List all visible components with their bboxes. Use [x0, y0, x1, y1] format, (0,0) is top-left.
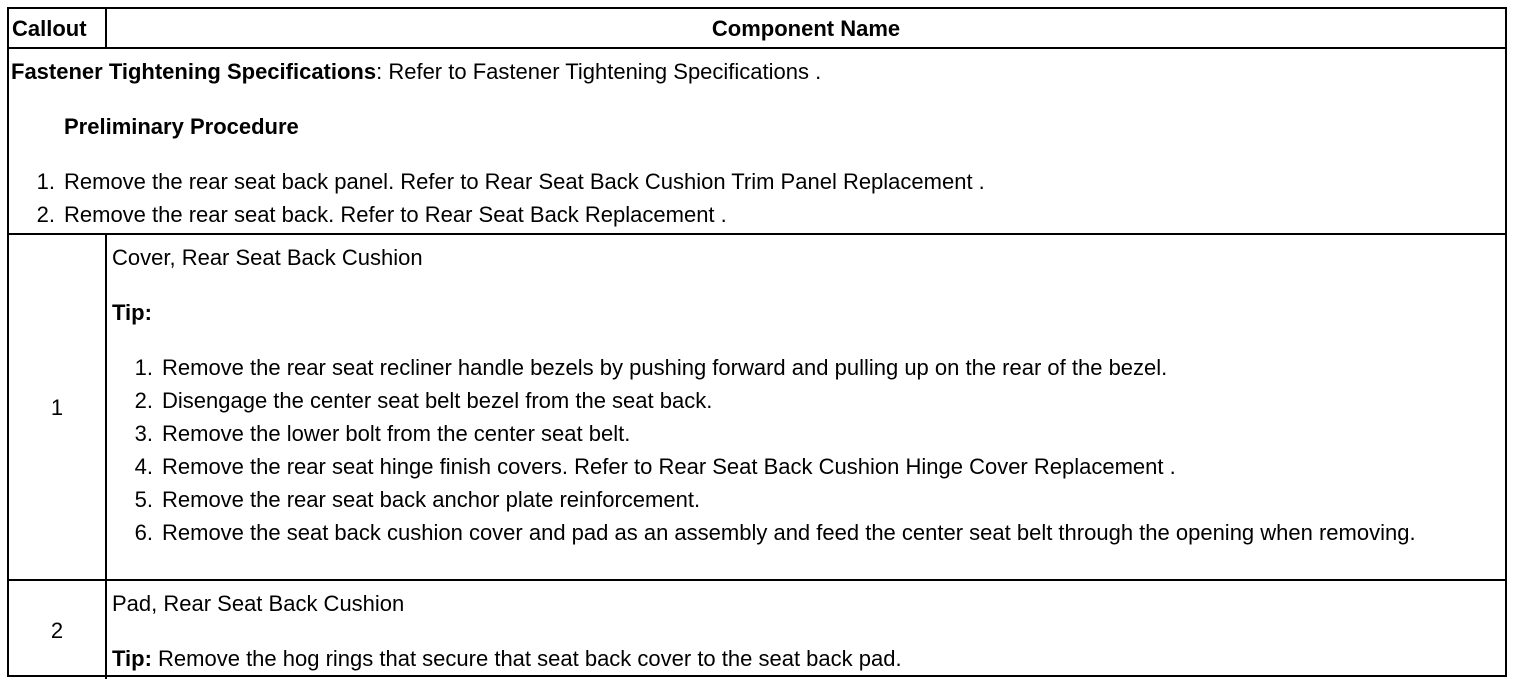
step-text: Disengage the center seat belt bezel from the seat back.	[162, 388, 713, 413]
component-title: Pad, Rear Seat Back Cushion	[112, 591, 405, 616]
list-item	[11, 198, 1505, 231]
fastener-spec-text: : Refer to Fastener Tightening Specifications .	[376, 59, 822, 84]
step-text: Remove the rear seat back anchor plate reinforcement.	[162, 487, 701, 512]
component-table-frame	[7, 7, 1507, 677]
tip-label: Tip:	[112, 300, 152, 325]
step-text: Remove the lower bolt from the center seat belt.	[162, 421, 631, 446]
list-item	[112, 351, 1499, 384]
list-item	[11, 165, 1505, 198]
step-number: 2.	[36, 202, 55, 227]
tip-steps-list	[112, 351, 1499, 549]
list-item	[112, 384, 1499, 417]
list-item	[112, 450, 1499, 483]
header-row	[9, 9, 1505, 48]
step-text: Remove the rear seat back panel. Refer to Rear Seat Back Cushion Trim Panel Replacement .	[64, 169, 985, 194]
tip-label: Tip:	[112, 646, 152, 671]
step-number: 3.	[134, 421, 153, 446]
step-text: Remove the rear seat hinge finish covers. Refer to Rear Seat Back Cushion Hinge Cover Replacement .	[162, 454, 1176, 479]
callout-cell: 2	[9, 580, 106, 679]
step-number: 5.	[134, 487, 153, 512]
list-item	[112, 516, 1499, 549]
step-text: Remove the seat back cushion cover and pad as an assembly and feed the center seat belt through the opening when removing.	[162, 520, 1416, 545]
component-name-header: Component Name	[106, 9, 1505, 48]
preliminary-procedure-title: Preliminary Procedure	[64, 114, 299, 139]
preliminary-steps-list	[11, 165, 1505, 231]
callout-header: Callout	[9, 9, 106, 48]
step-number: 1.	[36, 169, 55, 194]
step-text: Remove the rear seat back. Refer to Rear Seat Back Replacement .	[64, 202, 727, 227]
fastener-spec-line	[11, 55, 1505, 88]
component-table	[9, 9, 1505, 679]
component-detail-cell	[106, 580, 1505, 679]
step-text: Remove the rear seat recliner handle bezels by pushing forward and pulling up on the rear of the bezel.	[162, 355, 1168, 380]
step-number: 4.	[134, 454, 153, 479]
step-number: 6.	[134, 520, 153, 545]
component-title: Cover, Rear Seat Back Cushion	[112, 245, 423, 270]
intro-cell	[9, 48, 1505, 234]
step-number: 2.	[134, 388, 153, 413]
tip-text: Remove the hog rings that secure that seat back cover to the seat back pad.	[151, 646, 902, 671]
table-row	[9, 234, 1505, 580]
list-item	[112, 417, 1499, 450]
list-item	[112, 483, 1499, 516]
fastener-spec-label: Fastener Tightening Specifications	[11, 59, 377, 84]
intro-row	[9, 48, 1505, 234]
component-detail-cell	[106, 234, 1505, 580]
tip-line	[112, 642, 1499, 675]
callout-cell: 1	[9, 234, 106, 580]
step-number: 1.	[134, 355, 153, 380]
table-row	[9, 580, 1505, 679]
